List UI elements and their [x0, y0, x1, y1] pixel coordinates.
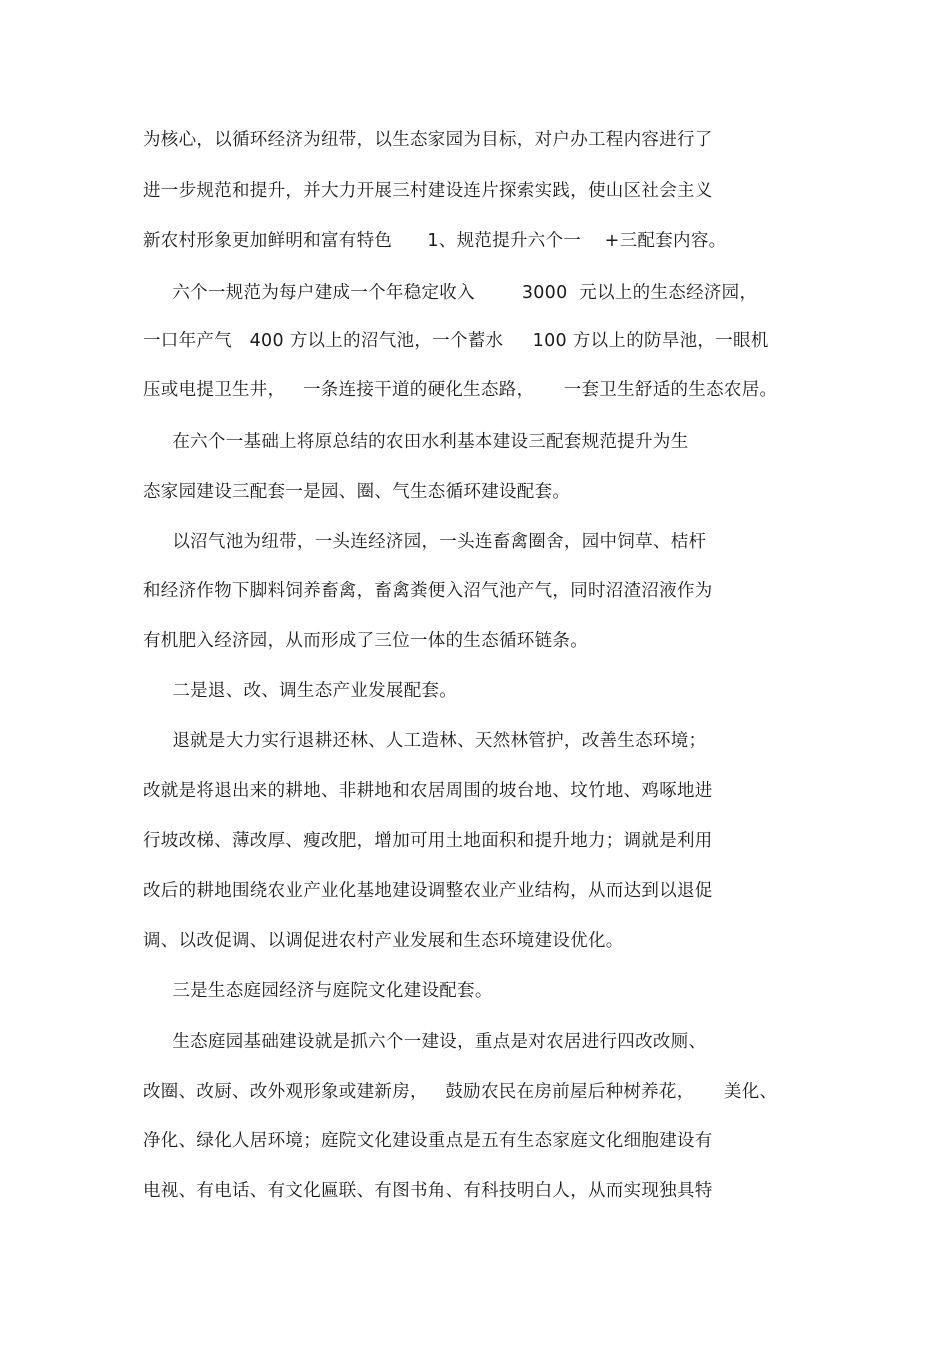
text-line: 新农村形象更加鲜明和富有特色 1、规范提升六个一 +三配套内容。: [143, 231, 727, 251]
text-line: 在六个一基础上将原总结的农田水利基本建设三配套规范提升为生: [143, 432, 689, 452]
text-line: 电视、有电话、有文化匾联、有图书角、有科技明白人，从而实现独具特: [143, 1181, 713, 1201]
text-line: 有机肥入经济园，从而形成了三位一体的生态循环链条。: [143, 631, 588, 651]
text-line: 生态庭园基础建设就是抓六个一建设，重点是对农居进行四改改厕、: [143, 1032, 707, 1052]
text-line: 行坡改梯、薄改厚、瘦改肥，增加可用土地面积和提升地力；调就是利用: [143, 831, 713, 851]
text-line: 退就是大力实行退耕还林、人工造林、天然林管护，改善生态环境；: [143, 731, 707, 751]
text-line: 净化、绿化人居环境；庭院文化建设重点是五有生态家庭文化细胞建设有: [143, 1131, 713, 1151]
text-line: 二是退、改、调生态产业发展配套。: [143, 681, 458, 701]
text-line: 三是生态庭园经济与庭院文化建设配套。: [143, 981, 493, 1001]
text-line: 改后的耕地围绕农业产业化基地建设调整农业产业结构，从而达到以退促: [143, 881, 713, 901]
text-line: 进一步规范和提升，并大力开展三村建设连片探索实践，使山区社会主义: [143, 181, 713, 201]
text-line: 和经济作物下脚料饲养畜禽，畜禽粪便入沼气池产气，同时沼渣沼液作为: [143, 581, 713, 601]
text-line: 一口年产气 400 方以上的沼气池，一个蓄水 100 方以上的防旱池，一眼机: [143, 331, 769, 351]
text-line: 态家园建设三配套一是园、圈、气生态循环建设配套。: [143, 482, 571, 502]
text-line: 压或电提卫生井， 一条连接干道的硬化生态路， 一套卫生舒适的生态农居。: [143, 380, 778, 400]
text-line: 六个一规范为每户建成一个年稳定收入 3000 元以上的生态经济园，: [143, 283, 758, 303]
text-line: 改圈、改厨、改外观形象或建新房， 鼓励农民在房前屋后种树养花， 美化、: [143, 1082, 778, 1102]
text-line: 改就是将退出来的耕地、非耕地和农居周围的坡台地、坟竹地、鸡啄地进: [143, 781, 713, 801]
text-line: 以沼气池为纽带，一头连经济园，一头连畜禽圈舍，园中饲草、桔杆: [143, 532, 707, 552]
text-line: 为核心，以循环经济为纽带，以生态家园为目标，对户办工程内容进行了: [143, 130, 713, 150]
text-line: 调、以改促调、以调促进农村产业发展和生态环境建设优化。: [143, 931, 624, 951]
